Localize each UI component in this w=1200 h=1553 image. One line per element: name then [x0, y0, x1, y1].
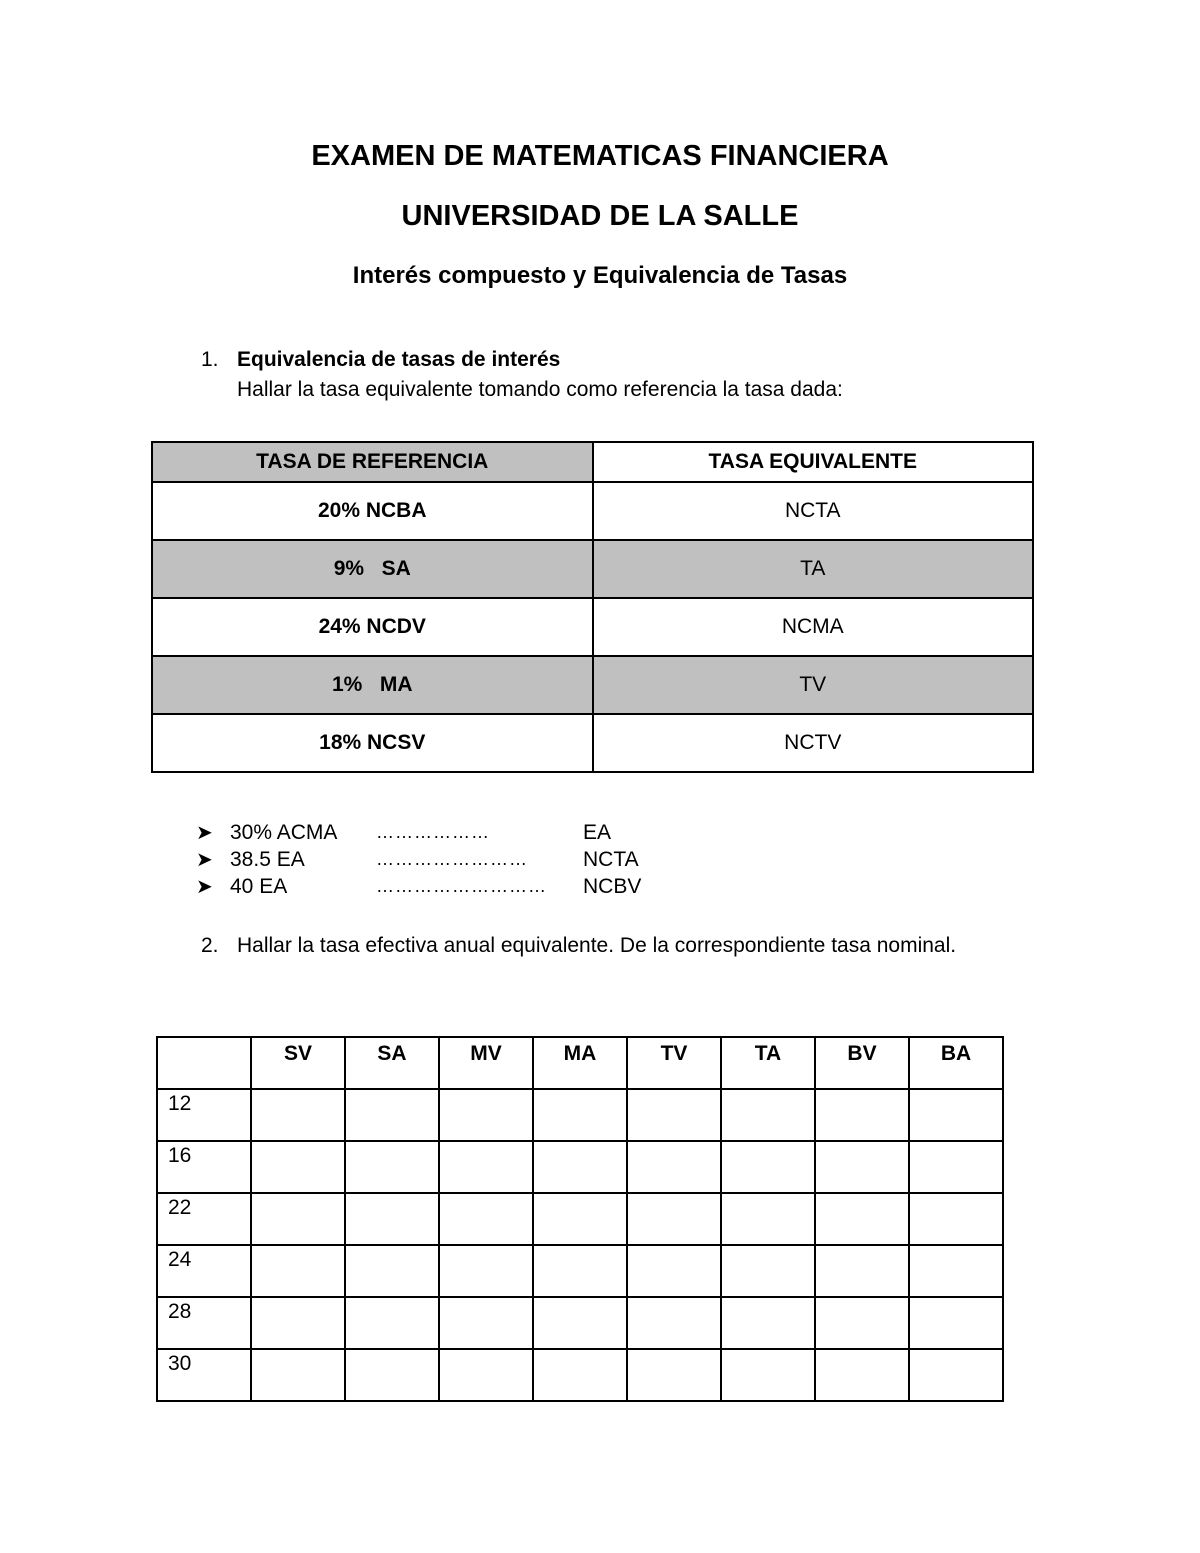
answer-cell: [627, 1349, 721, 1401]
arrow-bullet-icon: ➤: [196, 876, 213, 898]
answer-cell: [815, 1193, 909, 1245]
equivalent-rate-cell: TA: [593, 540, 1034, 598]
reference-rate-cell: 20% NCBA: [152, 482, 593, 540]
question-1-heading: Equivalencia de tasas de interés: [237, 348, 561, 371]
answer-cell: [439, 1245, 533, 1297]
answer-cell: [345, 1297, 439, 1349]
answer-cell: [251, 1089, 345, 1141]
answer-cell: [909, 1245, 1003, 1297]
answer-cell: [721, 1349, 815, 1401]
question-1-instruction: Hallar la tasa equivalente tomando como referencia la tasa dada:: [237, 378, 843, 401]
answer-cell: [627, 1089, 721, 1141]
nominal-rate-label: 12: [157, 1089, 251, 1141]
column-header: BV: [815, 1037, 909, 1089]
source-rate: 40 EA: [230, 875, 288, 898]
list-item: [196, 846, 639, 873]
header-reference-rate: TASA DE REFERENCIA: [152, 442, 593, 482]
answer-blank: ………………: [376, 822, 490, 842]
equivalent-rate-cell: NCTV: [593, 714, 1034, 772]
answer-cell: [815, 1297, 909, 1349]
equivalent-rate-cell: NCTA: [593, 482, 1034, 540]
nominal-rate-label: 28: [157, 1297, 251, 1349]
answer-cell: [721, 1089, 815, 1141]
table-row: [152, 714, 1033, 772]
answer-cell: [533, 1141, 627, 1193]
equivalent-rate-cell: NCMA: [593, 598, 1034, 656]
answer-cell: [909, 1349, 1003, 1401]
question-1: [201, 345, 1037, 405]
column-header: BA: [909, 1037, 1003, 1089]
answer-cell: [627, 1193, 721, 1245]
column-header: SV: [251, 1037, 345, 1089]
answer-blank: ………………………: [376, 876, 547, 896]
equivalent-rate-cell: TV: [593, 656, 1034, 714]
table-row: [157, 1089, 1003, 1141]
nominal-rate-label: 22: [157, 1193, 251, 1245]
answer-cell: [251, 1245, 345, 1297]
answer-cell: [439, 1349, 533, 1401]
answer-cell: [251, 1141, 345, 1193]
list-item: [196, 873, 642, 900]
answer-cell: [251, 1349, 345, 1401]
answer-cell: [533, 1245, 627, 1297]
target-rate: NCBV: [583, 875, 642, 898]
university-name: UNIVERSIDAD DE LA SALLE: [401, 200, 799, 232]
question-2-number: 2.: [201, 934, 219, 957]
answer-cell: [815, 1089, 909, 1141]
question-2: [201, 931, 1033, 961]
target-rate: NCTA: [583, 848, 639, 871]
answer-cell: [533, 1349, 627, 1401]
answer-cell: [345, 1141, 439, 1193]
answer-cell: [439, 1297, 533, 1349]
column-header: TV: [627, 1037, 721, 1089]
answer-blank: ……………………: [376, 849, 528, 869]
answer-cell: [345, 1245, 439, 1297]
answer-cell: [721, 1245, 815, 1297]
source-rate: 30% ACMA: [230, 821, 338, 844]
rate-equivalence-table: [151, 441, 1034, 773]
arrow-bullet-icon: ➤: [196, 849, 213, 871]
answer-cell: [627, 1297, 721, 1349]
question-2-text: Hallar la tasa efectiva anual equivalente. De la correspondiente tasa nominal.: [237, 934, 957, 957]
reference-rate-cell: 24% NCDV: [152, 598, 593, 656]
answer-cell: [721, 1297, 815, 1349]
answer-cell: [533, 1193, 627, 1245]
table-row: [152, 656, 1033, 714]
answer-cell: [439, 1141, 533, 1193]
nominal-rate-label: 16: [157, 1141, 251, 1193]
effective-rate-table-body: [157, 1089, 1003, 1401]
answer-cell: [627, 1141, 721, 1193]
effective-rate-table: [156, 1036, 1004, 1402]
answer-cell: [439, 1089, 533, 1141]
answer-cell: [815, 1245, 909, 1297]
reference-rate-cell: 1% MA: [152, 656, 593, 714]
answer-cell: [909, 1141, 1003, 1193]
table-row: [152, 540, 1033, 598]
answer-cell: [909, 1089, 1003, 1141]
column-header: MA: [533, 1037, 627, 1089]
answer-cell: [721, 1193, 815, 1245]
answer-cell: [815, 1141, 909, 1193]
nominal-rate-label: 24: [157, 1245, 251, 1297]
table-row: [157, 1349, 1003, 1401]
answer-cell: [533, 1297, 627, 1349]
table-header-row: [157, 1037, 1003, 1089]
column-header: SA: [345, 1037, 439, 1089]
answer-cell: [909, 1297, 1003, 1349]
arrow-bullet-icon: ➤: [196, 822, 213, 844]
conversion-list: [196, 819, 642, 900]
answer-cell: [815, 1349, 909, 1401]
table-row: [157, 1141, 1003, 1193]
answer-cell: [345, 1349, 439, 1401]
header-equivalent-rate: TASA EQUIVALENTE: [593, 442, 1034, 482]
answer-cell: [533, 1089, 627, 1141]
answer-cell: [251, 1297, 345, 1349]
answer-cell: [627, 1245, 721, 1297]
answer-cell: [909, 1193, 1003, 1245]
table-row: [152, 598, 1033, 656]
exam-subtitle: Interés compuesto y Equivalencia de Tasas: [352, 262, 848, 289]
exam-title: EXAMEN DE MATEMATICAS FINANCIERA: [311, 140, 889, 172]
column-header: TA: [721, 1037, 815, 1089]
question-1-number: 1.: [201, 348, 219, 371]
answer-cell: [251, 1193, 345, 1245]
table-row: [157, 1297, 1003, 1349]
answer-cell: [345, 1089, 439, 1141]
answer-cell: [345, 1193, 439, 1245]
list-item: [196, 819, 612, 846]
nominal-rate-label: 30: [157, 1349, 251, 1401]
table-row: [157, 1193, 1003, 1245]
reference-rate-cell: 18% NCSV: [152, 714, 593, 772]
answer-cell: [721, 1141, 815, 1193]
table-header-row: [152, 442, 1033, 482]
answer-cell: [439, 1193, 533, 1245]
target-rate: EA: [583, 821, 612, 844]
table-row: [157, 1245, 1003, 1297]
table-row: [152, 482, 1033, 540]
corner-cell: [157, 1037, 251, 1089]
source-rate: 38.5 EA: [230, 848, 305, 871]
column-header: MV: [439, 1037, 533, 1089]
reference-rate-cell: 9% SA: [152, 540, 593, 598]
